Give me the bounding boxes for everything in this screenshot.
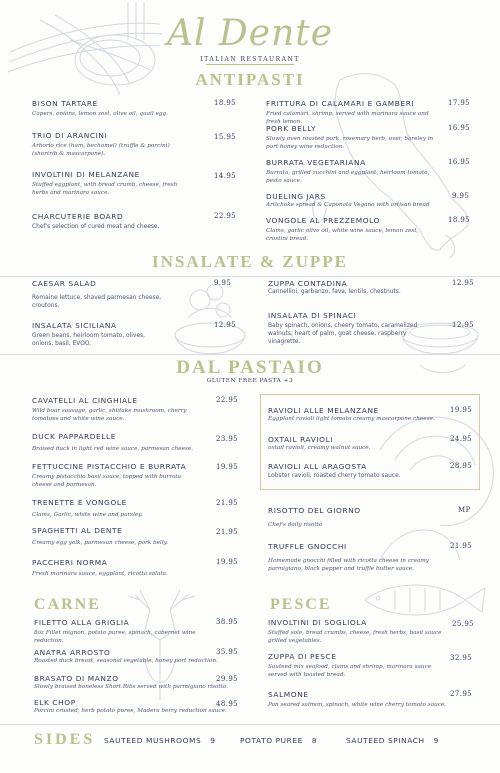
menu-item	[268, 506, 438, 529]
side-item-name: SAUTEED SPINACH	[346, 736, 425, 745]
menu-item	[32, 279, 182, 310]
item-description: Sauteed mix seafood, clams and shrimp, marinara sauce served with toasted bread.	[268, 664, 432, 678]
menu-item	[34, 674, 234, 691]
item-description: Wild boar sausage, garlic, shiitake mushroom, cherry tomatoes and white wine sauce.	[32, 408, 187, 422]
item-price: 21.95	[216, 499, 239, 507]
menu-item	[268, 542, 443, 573]
menu-item	[32, 396, 192, 423]
item-description: Chef's daily risotto	[268, 522, 323, 528]
item-description: Roasted duck breast, seasonal vegetable, honey port reduction.	[34, 658, 218, 664]
item-description: Slowly braised boneless Short Ribs served with parmigiano risotto.	[34, 684, 229, 690]
item-price: 48.95	[216, 700, 239, 708]
side-item	[240, 736, 317, 745]
side-item-price: 8	[311, 736, 318, 745]
item-price: 12.95	[214, 321, 237, 329]
tagline-divider	[206, 64, 294, 65]
side-item-name: POTATO PUREE	[240, 736, 303, 745]
item-price: 18.95	[214, 99, 237, 107]
menu-item	[32, 462, 197, 489]
item-name: RISOTTO DEL GIORNO	[268, 506, 361, 515]
item-name: ZUPPA DI PESCE	[268, 652, 337, 661]
item-name: SPAGHETTI AL DENTE	[32, 526, 123, 535]
item-name: FILETTO ALLA GRIGLIA	[34, 618, 130, 627]
item-price: 9.95	[452, 192, 470, 200]
section-subtitle-pastaio: GLUTEN FREE PASTA +3	[206, 378, 294, 384]
item-description: Fresh marinara sauce, eggplant, ricotta salata.	[32, 571, 168, 577]
item-name: INSALATA SICILIANA	[32, 321, 117, 330]
item-name: INSALATA DI SPINACI	[268, 311, 357, 320]
item-name: INVOLTINI DI MELANZANE	[32, 170, 140, 179]
item-name: FETTUCCINE PISTACCHIO E BURRATA	[32, 462, 187, 471]
side-item-price: 9	[433, 736, 439, 745]
item-description: Fried calamari, shrimp, served with marinara sauce and fresh lemon.	[266, 111, 429, 125]
side-item	[104, 736, 216, 745]
item-name: BURRATA VEGETARIANA	[266, 158, 366, 167]
menu-item	[268, 462, 446, 480]
fish-sketch-icon	[365, 585, 485, 615]
item-price: 21.95	[216, 528, 239, 536]
item-price: 14.95	[214, 172, 237, 180]
item-description: Romaine lettuce, shaved parmesan cheese, croutons.	[32, 295, 162, 309]
item-description: Creamy pistacchio basil sauce, topped with burrata cheese and parmesan.	[32, 474, 181, 488]
item-name: TRUFFLE GNOCCHI	[268, 542, 347, 551]
item-price: 12.95	[452, 321, 475, 329]
item-description: Slowly oven roasted pork, rosemary herb, over, bareley in port honey wine reduction.	[266, 136, 434, 150]
section-title-sides: SIDES	[34, 731, 96, 748]
side-item-price: 9	[210, 736, 216, 745]
item-description: Pan seared salmon, spinach, white wine cherry tomato sauce.	[268, 702, 447, 708]
item-description: Clams, Garlic, white wine and parsley.	[32, 512, 143, 518]
menu-item	[32, 131, 192, 158]
menu-item	[32, 99, 222, 118]
item-price: 29.95	[216, 675, 239, 683]
menu-item	[266, 192, 444, 209]
item-name: BISON TARTARE	[32, 99, 98, 108]
item-description: Porcini crusted, herb potato puree, Madera berry reduction sauce.	[34, 708, 227, 714]
menu-item	[32, 170, 192, 197]
item-price: 16.95	[448, 158, 471, 166]
item-name: BRASATO DI MANZO	[34, 674, 119, 683]
menu-item	[268, 311, 440, 346]
menu-item	[266, 158, 436, 185]
item-description: Braised duck in light red wine sauce, parmesan cheese.	[32, 446, 194, 452]
menu-item	[34, 698, 234, 715]
menu-item	[268, 435, 446, 452]
item-description: Eggplant ravioli light tomato creamy mascarpone cheese.	[268, 416, 435, 422]
item-name: OXTAIL RAVIOLI	[268, 435, 334, 444]
item-price: 17.95	[448, 99, 471, 107]
item-name: ELK CHOP	[34, 698, 76, 707]
item-description: Chef's selection of cured meat and cheese.	[32, 224, 160, 230]
item-name: CHARCUTERIE BOARD	[32, 212, 124, 221]
menu-item	[266, 124, 436, 151]
section-title-insalate: INSALATE & ZUPPE	[151, 252, 349, 271]
item-name: PORK BELLY	[266, 124, 317, 133]
section-title-antipasti: ANTIPASTI	[195, 70, 305, 89]
item-description: Lobster ravioli, roasted cherry tomato sauce.	[268, 473, 401, 479]
item-price: 32.95	[450, 654, 473, 662]
menu-item	[32, 212, 212, 231]
menu-item	[32, 526, 202, 547]
item-price: 19.95	[450, 406, 473, 414]
menu-item	[32, 432, 212, 453]
item-name: TRIO DI ARANCINI	[32, 131, 108, 140]
item-description: Artichoke spread & Caponata Vegana with artisan bread	[266, 202, 430, 208]
item-name: DUCK PAPPARDELLE	[32, 432, 116, 441]
item-description: Homemade gnocchi filled with ricotta cheese in creamy parmigiano, black pepper and truffle butter sauce.	[268, 558, 429, 572]
menu-item	[266, 99, 444, 126]
menu-item	[34, 648, 234, 665]
menu-item	[268, 279, 438, 296]
restaurant-tagline: ITALIAN RESTAURANT	[200, 56, 300, 63]
item-name: INVOLTINI DI SOGLIOLA	[268, 618, 367, 627]
menu-item	[268, 690, 448, 709]
menu-item	[266, 216, 436, 243]
section-divider	[0, 724, 500, 725]
item-price: 25.95	[452, 620, 475, 628]
menu-item	[268, 618, 448, 645]
item-name: RAVIOLI ALL ARAGOSTA	[268, 462, 367, 471]
item-price: 35.95	[216, 648, 239, 656]
section-divider	[0, 354, 500, 355]
item-name: TRENETTE E VONGOLE	[32, 498, 127, 507]
item-description: Arborio rice (ham, bechamel) (truffle & porcini) (shortrib & mascarpone).	[32, 143, 170, 157]
item-price: 23.95	[216, 435, 239, 443]
item-name: SALMONE	[268, 690, 309, 699]
section-divider	[0, 276, 500, 277]
item-name: PACCHERI NORMA	[32, 558, 108, 567]
item-description: Burrata, grilled zucchini and eggplant, heirloom tomato, pesto sauce.	[266, 170, 430, 184]
item-price: 24.95	[450, 435, 473, 443]
item-name: ZUPPA CONTADINA	[268, 279, 348, 288]
item-description: 8oz Fillet mignon, potato puree, spinach, cabernet wine reduction.	[34, 630, 196, 644]
item-name: CAESAR SALAD	[32, 279, 97, 288]
item-description: Green beans, heirloom tomato, olives, onions, basil, EVOO.	[32, 333, 145, 347]
item-price: 19.95	[216, 463, 239, 471]
item-price: 16.95	[448, 124, 471, 132]
item-description: Stuffed sole, bread crumbs, cheese, fresh herbs, basil sauce grilled vegetables.	[268, 630, 442, 644]
menu-item	[268, 406, 446, 423]
item-name: DUELING JARS	[266, 192, 326, 201]
restaurant-logo: Al Dente	[166, 13, 334, 54]
side-item-name: SAUTEED MUSHROOMS	[104, 736, 202, 745]
item-description: Stuffed eggplant, with bread crumb, cheese, fresh herbs and marinara sauce.	[32, 182, 178, 196]
item-price: 12.95	[452, 279, 475, 287]
item-description: Baby spinach, onions, cheery tomato, caramelized walnuts, heart of palm, goat cheese, raspberry vinagrette.	[268, 323, 418, 345]
item-price: 9.95	[214, 279, 232, 287]
item-description: Cannellini, garbanzo, fava, lentils, chestnuts.	[268, 289, 401, 295]
item-name: FRITTURA DI CALAMARI E GAMBERI	[266, 99, 415, 108]
side-item	[346, 736, 439, 745]
item-price: 27.95	[450, 690, 473, 698]
item-price: 21.95	[450, 542, 473, 550]
item-price: 22.95	[216, 396, 239, 404]
item-name: VONGOLE AL PREZZEMOLO	[266, 216, 380, 225]
item-description: Creamy egg yolk, parmesan cheese, pork belly.	[32, 540, 168, 546]
menu-item	[32, 558, 207, 578]
section-title-pastaio: DAL PASTAIO	[176, 357, 324, 378]
menu-item	[32, 498, 202, 519]
item-name: ANATRA ARROSTO	[34, 648, 111, 657]
item-price: 22.95	[214, 212, 237, 220]
item-description: Capers, onions, lemon zest, olive oil, quail egg.	[32, 111, 168, 117]
item-price: MP	[458, 506, 471, 514]
item-price: 28.95	[450, 462, 473, 470]
menu-item	[32, 321, 162, 348]
item-description: oxtail ravioli, creamy walnut sauce.	[268, 445, 371, 451]
item-price: 18.95	[448, 216, 471, 224]
menu-item	[268, 652, 443, 679]
item-name: RAVIOLI ALLE MELANZANE	[268, 406, 379, 415]
section-title-pesce: PESCE	[270, 596, 332, 613]
item-description: Clams, garlic olive oil, white wine sauce, lemon zest, crostini bread.	[266, 228, 419, 242]
menu-item	[34, 618, 214, 645]
section-title-carne: CARNE	[34, 596, 101, 613]
item-price: 19.95	[216, 558, 239, 566]
item-name: CAVATELLI AL CINGHIALE	[32, 396, 138, 405]
item-price: 38.95	[216, 618, 239, 626]
salad-bowl-sketch-icon	[175, 284, 245, 354]
item-price: 15.95	[214, 133, 237, 141]
